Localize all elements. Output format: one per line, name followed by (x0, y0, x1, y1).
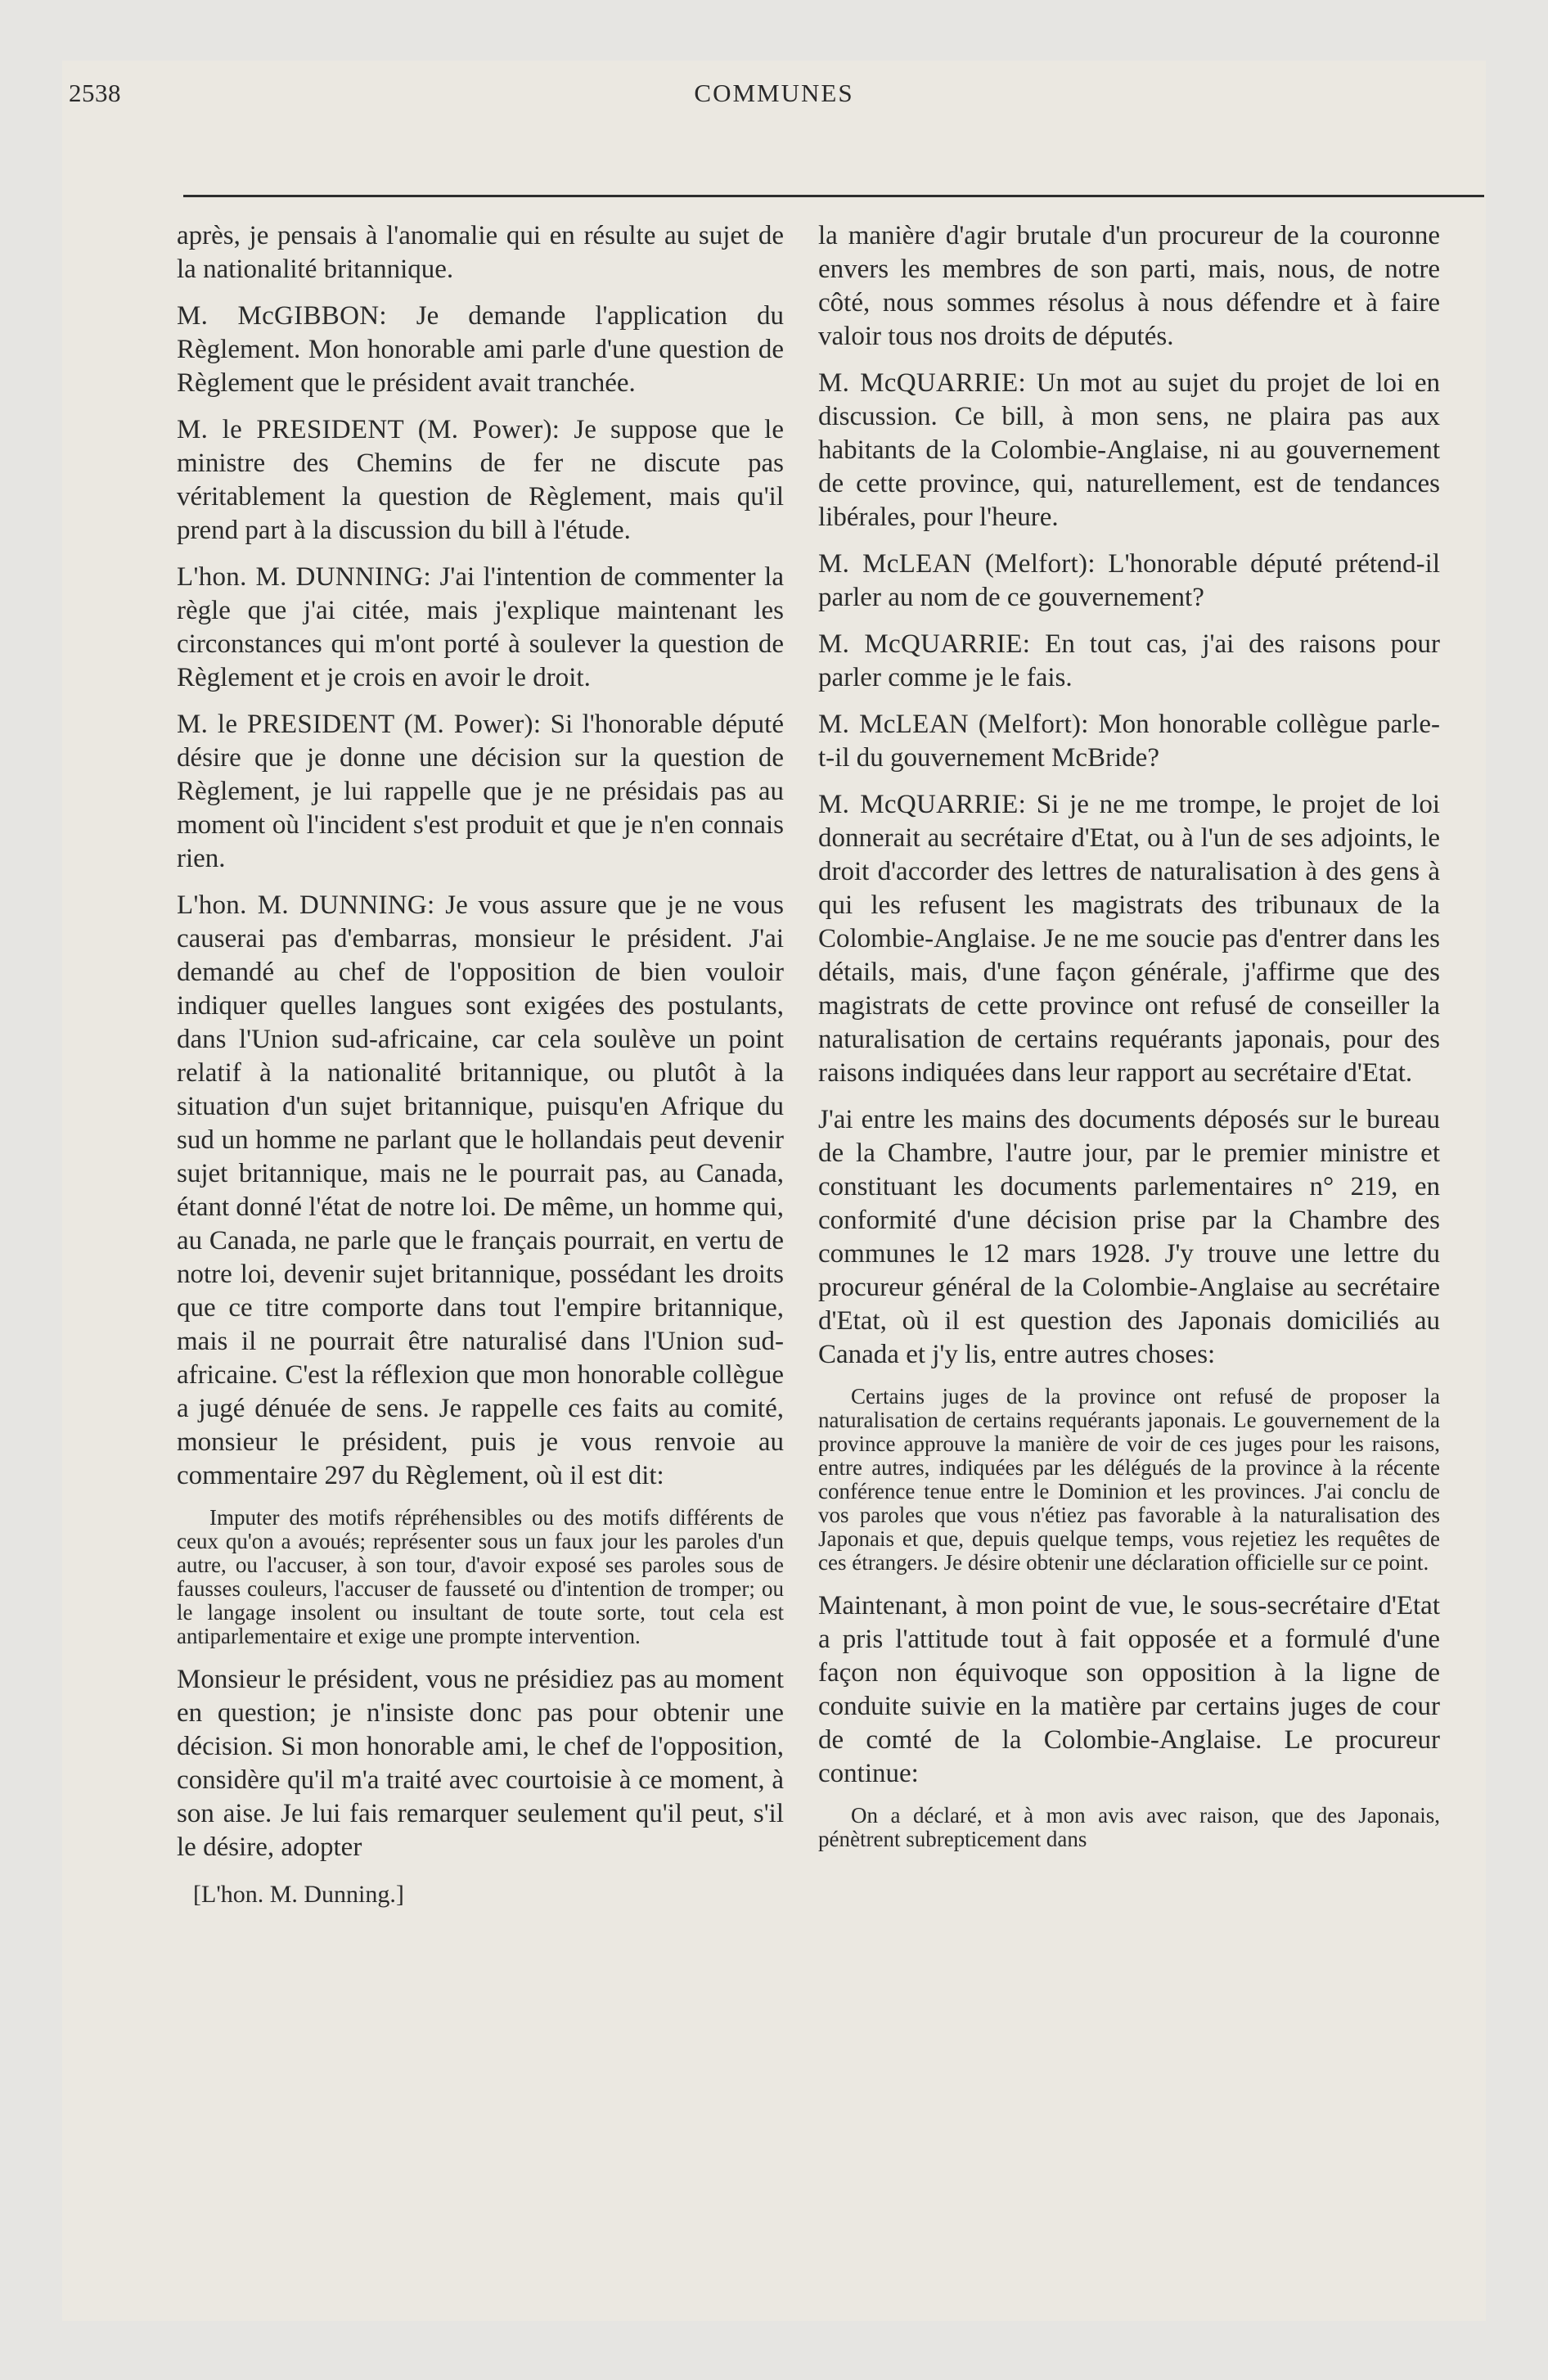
speech-paragraph (818, 548, 1440, 615)
right-column (818, 219, 1440, 1866)
speaker-name: L'hon. M. DUNNING: (177, 890, 435, 920)
speech-text: Je demande l'application du Règlement. Mon honorable ami parle d'une question de Règlement que le président avait tranchée. (177, 301, 785, 398)
paragraph: Maintenant, à mon point de vue, le sous-secrétaire d'Etat a pris l'attitude tout à fait opposée et a formulé d'une façon non équivoque son opposition à la ligne de conduite suivie en la matière par certains juges de cour de comté de la Colombie-Anglaise. Le procureur continue: (818, 1591, 1440, 1788)
speech-text: Un mot au sujet du projet de loi en discussion. Ce bill, à mon sens, ne plaira pas aux habitants de la Colombie-Anglaise, ni au gouvernement de cette province, qui, naturellement, est de tendances libérales, pour l'heure. (818, 368, 1440, 532)
speaker-name: M. le PRESIDENT (M. Power): (177, 415, 560, 444)
speech-paragraph (177, 413, 784, 548)
speech-paragraph (177, 561, 784, 695)
speaker-name: M. McGIBBON: (177, 301, 387, 331)
paragraph: après, je pensais à l'anomalie qui en résulte au sujet de la nationalité britannique. (177, 221, 784, 284)
quotation (818, 1804, 1440, 1851)
speech-text: Je vous assure que je ne vous causerai pas d'embarras, monsieur le président. J'ai demandé au chef de l'opposition de bien vouloir indiquer quelles langues sont exigées des postulants, dans l'Union sud-africaine, car cela soulève un point relatif à la nationalité britannique, ou plutôt à la situation d'un sujet britannique, puisqu'en Afrique du sud un homme ne parlant que le hollandais peut devenir sujet britannique, mais ne le pourrait pas, au Canada, étant donné l'état de notre loi. De même, un homme qui, au Canada, ne parle que le français pourrait, en vertu de notre loi, devenir sujet britannique, possédant les droits que ce titre comporte dans tout l'empire britannique, mais il ne pourrait être naturalisé dans l'Union sud-africaine. C'est la réflexion que mon honorable collègue a jugé dénuée de sens. Je rappelle ces faits au comité, monsieur le président, puis je vous renvoie au commentaire 297 du Règlement, où il est dit: (177, 890, 784, 1490)
speaker-name: M. le PRESIDENT (M. Power): (177, 710, 542, 739)
speaker-name: M. McQUARRIE: (818, 790, 1027, 819)
speech-text: En tout cas, j'ai des raisons pour parler comme je le fais. (818, 629, 1440, 692)
speech-paragraph (818, 708, 1440, 775)
quotation-text: Certains juges de la province ont refusé de proposer la naturalisation de certains requérants japonais. Le gouvernement de la province approuve la manière de voir de ces juges pour les raisons, entre autres, indiquées par les délégués de la province à la récente conférence tenue entre le Dominion et les provinces. J'ai conclu de vos paroles que vous n'étiez pas favorable à la naturalisation des Japonais et que, depuis quelque temps, vous rejetiez les requêtes de ces étrangers. Je désire obtenir une déclaration officielle sur ce point. (818, 1384, 1440, 1575)
speech-paragraph (818, 628, 1440, 695)
speech-text: J'ai l'intention de commenter la règle que j'ai citée, mais j'explique maintenant les circonstances qui m'ont porté à soulever la question de Règlement et je crois en avoir le droit. (177, 562, 784, 692)
paragraph: J'ai entre les mains des documents déposés sur le bureau de la Chambre, l'autre jour, par le premier ministre et constituant les documents parlementaires n° 219, en conformité d'une décision prise par la Chambre des communes le 12 mars 1928. J'y trouve une lettre du procureur général de la Colombie-Anglaise au secrétaire d'Etat, où il est question des Japonais domiciliés au Canada et j'y lis, entre autres choses: (818, 1105, 1440, 1369)
speech-paragraph (818, 367, 1440, 534)
speaker-name: M. McLEAN (Melfort): (818, 710, 1089, 739)
speaker-name: L'hon. M. DUNNING: (177, 562, 432, 592)
paragraph: Monsieur le président, vous ne présidiez pas au moment en question; je n'insiste donc pas pour obtenir une décision. Si mon honorable ami, le chef de l'opposition, considère qu'il m'a traité avec courtoisie à ce moment, à son aise. Je lui fais remarquer seulement qu'il peut, s'il le désire, adopter (177, 1665, 784, 1862)
header-rule (183, 195, 1484, 197)
quotation-text: On a déclaré, et à mon avis avec raison, que des Japonais, pénètrent subrepticement dans (818, 1803, 1440, 1851)
speaker-name: M. McQUARRIE: (818, 629, 1031, 659)
speech-paragraph (177, 889, 784, 1493)
speech-paragraph (177, 708, 784, 876)
speech-paragraph (177, 300, 784, 400)
page-number: 2538 (69, 79, 121, 107)
quotation (177, 1506, 784, 1648)
speech-text: Si je ne me trompe, le projet de loi donnerait au secrétaire d'Etat, ou à l'un de ses adjoints, le droit d'accorder des lettres de naturalisation à des gens à qui les refusent les magistrats des tribunaux de la Colombie-Anglaise. Je ne me soucie pas d'entrer dans les détails, mais, d'une façon générale, j'affirme que des magistrats de cette province ont refusé de conseiller la naturalisation de certains requérants japonais, pour des raisons indiquées dans leur rapport au secrétaire d'Etat. (818, 790, 1440, 1088)
speaker-name: M. McQUARRIE: (818, 368, 1026, 398)
running-head: COMMUNES (694, 79, 854, 107)
speech-text: Je suppose que le ministre des Chemins de fer ne discute pas véritablement la question de Règlement, mais qu'il prend part à la discussion du bill à l'étude. (177, 415, 784, 545)
speech-text: Si l'honorable député désire que je donne une décision sur la question de Règlement, je lui rappelle que je ne présidais pas au moment où l'incident s'est produit et que je n'en connais rien. (177, 710, 784, 873)
speaker-attribution: [L'hon. M. Dunning.] (193, 1881, 404, 1908)
quotation (818, 1385, 1440, 1575)
quotation-text: Imputer des motifs répréhensibles ou des motifs différents de ceux qu'on a avoués; représenter sous un faux jour les paroles d'un autre, ou l'accuser, à son tour, d'avoir exposé ses paroles sous de fausses couleurs, l'accuser de fausseté ou d'intention de tromper; ou le langage insolent ou insultant de toute sorte, tout cela est antiparlementaire et exige une prompte intervention. (177, 1505, 784, 1648)
speaker-name: M. McLEAN (Melfort): (818, 549, 1096, 579)
speech-text: L'honorable député prétend-il parler au nom de ce gouvernement? (818, 549, 1441, 612)
left-column (177, 219, 784, 1911)
paragraph: la manière d'agir brutale d'un procureur de la couronne envers les membres de son parti, mais, nous, de notre côté, nous sommes résolus à nous défendre et à faire valoir tous nos droits de députés. (818, 221, 1440, 351)
speech-text: Mon honorable collègue parle-t-il du gouvernement McBride? (818, 710, 1440, 773)
speech-paragraph (818, 788, 1440, 1090)
